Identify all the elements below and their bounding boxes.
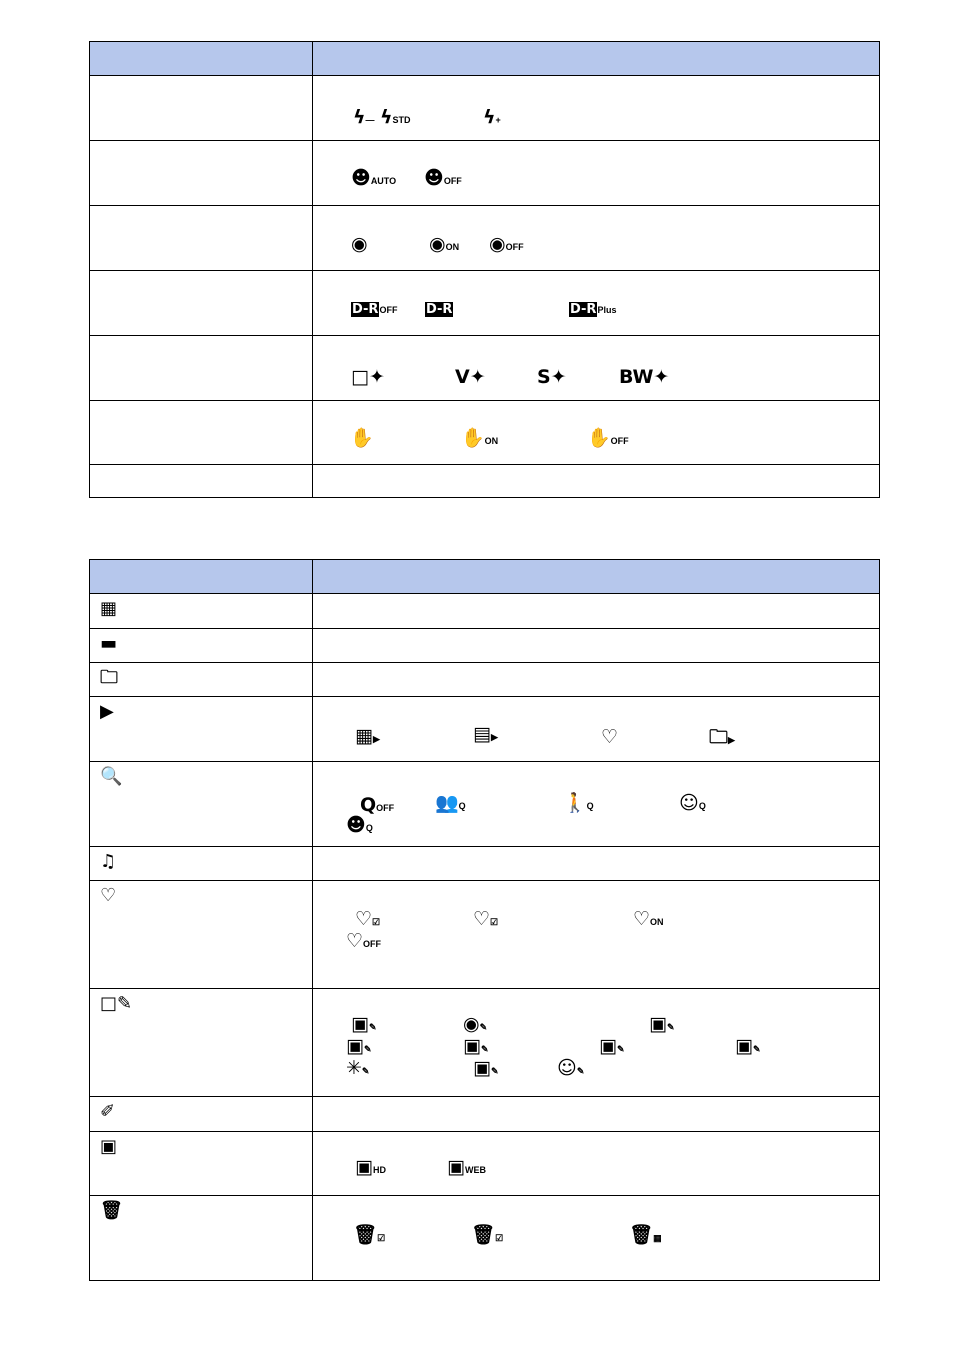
- table-row: [90, 1132, 880, 1196]
- red-eye-auto-icon: ◉: [351, 233, 368, 255]
- calendar-view-icon: ▦: [100, 598, 118, 619]
- table-row: [90, 271, 880, 336]
- item-cell: [90, 847, 313, 881]
- retouch-red-eye-icon: ◉✎: [463, 1013, 488, 1035]
- dro-plus-icon: D-RPlus: [570, 302, 617, 317]
- table-row: [90, 663, 880, 697]
- item-cell: [90, 401, 313, 465]
- item-cell: [90, 271, 313, 336]
- header-description-cell: [313, 42, 880, 76]
- viewing-menu-table: [89, 559, 880, 1281]
- favorites-icon: ♡: [100, 885, 117, 906]
- retouch-face-icon: ▣✎: [599, 1035, 625, 1057]
- header-description-cell: [313, 560, 880, 594]
- favorites-add-icon: ♡☑: [355, 908, 381, 930]
- item-cell: [90, 76, 313, 141]
- item-cell: [90, 336, 313, 401]
- table-row: [90, 141, 880, 206]
- search-baby-icon: ☺Q: [679, 792, 706, 814]
- steadyshot-off-icon: ✋OFF: [587, 427, 629, 449]
- red-eye-on-icon: ◉ON: [429, 233, 460, 255]
- view-mode-icon: ▶: [100, 701, 114, 722]
- favorites-play-icon: ♡: [601, 726, 619, 748]
- dro-standard-icon: D-R: [426, 302, 453, 317]
- retouch-fisheye-icon: ▣✎: [473, 1057, 499, 1079]
- retouch-cross-filter-icon: ✳✎: [346, 1057, 370, 1079]
- item-cell: [90, 762, 313, 847]
- search-off-icon: QOFF: [360, 794, 395, 816]
- table-row: [90, 401, 880, 465]
- color-mode-normal-icon: □✦: [351, 366, 385, 388]
- description-cell: [313, 1132, 880, 1196]
- steadyshot-continuous-icon: ✋ON: [461, 427, 499, 449]
- description-cell: [313, 847, 880, 881]
- description-cell: [313, 762, 880, 847]
- event-view-icon: ▬: [100, 633, 118, 654]
- favorites-on-icon: ♡ON: [633, 908, 664, 930]
- item-cell: [90, 697, 313, 762]
- header-item-cell: [90, 560, 313, 594]
- delete-multiple-icon: 🗑☑: [471, 1224, 504, 1246]
- search-smile-icon: ☻Q: [346, 814, 373, 836]
- flash-plus-icon: ϟ+: [483, 106, 501, 128]
- description-cell: [313, 594, 880, 629]
- item-cell: [90, 206, 313, 271]
- table-row: [90, 697, 880, 762]
- table-row: [90, 881, 880, 989]
- table-row: [90, 336, 880, 401]
- description-cell: [313, 881, 880, 989]
- color-mode-vivid-icon: V✦: [455, 366, 486, 388]
- table-row: [90, 629, 880, 663]
- retouch-distortion-icon: ▣✎: [735, 1035, 761, 1057]
- table-row: [90, 989, 880, 1097]
- paint-icon: ✐: [100, 1101, 116, 1122]
- favorites-off-icon: ♡OFF: [346, 930, 382, 952]
- description-cell: [313, 663, 880, 697]
- description-cell: [313, 206, 880, 271]
- color-mode-sepia-icon: S✦: [537, 366, 567, 388]
- description-cell: [313, 1097, 880, 1132]
- item-cell: [90, 1097, 313, 1132]
- table-row: [90, 762, 880, 847]
- header-item-cell: [90, 42, 313, 76]
- search-icon: 🔍: [100, 766, 123, 787]
- search-people-icon: 👥Q: [435, 792, 466, 814]
- retouch-icon: □✎: [100, 993, 133, 1014]
- item-cell: [90, 465, 313, 498]
- flash-minus-icon: ϟ—: [353, 106, 375, 128]
- smile-shutter-auto-icon: ☻AUTO: [351, 167, 397, 189]
- item-cell: [90, 594, 313, 629]
- upload-icon: ▣: [100, 1136, 118, 1157]
- slideshow-music-icon: ♫: [100, 851, 117, 872]
- retouch-soft-focus-icon: ▣✎: [463, 1035, 489, 1057]
- folder-view-icon: 🗀: [100, 667, 118, 688]
- delete-all-icon: 🗑▦: [629, 1224, 662, 1246]
- red-eye-off-icon: ◉OFF: [489, 233, 524, 255]
- description-cell: [313, 629, 880, 663]
- item-cell: [90, 989, 313, 1097]
- description-cell: [313, 336, 880, 401]
- dro-off-icon: D-ROFF: [352, 302, 398, 317]
- delete-single-icon: 🗑☑: [353, 1224, 386, 1246]
- description-cell: [313, 401, 880, 465]
- table-row: [90, 76, 880, 141]
- table-row: [90, 1097, 880, 1132]
- item-cell: [90, 663, 313, 697]
- table-header: [90, 42, 880, 76]
- date-view-play-icon: ▦▶: [355, 725, 380, 747]
- shooting-menu-table: [89, 41, 880, 498]
- description-cell: [313, 989, 880, 1097]
- steadyshot-shooting-icon: ✋: [350, 427, 374, 449]
- item-cell: [90, 1196, 313, 1281]
- item-cell: [90, 1132, 313, 1196]
- retouch-portrait-icon: ▣✎: [649, 1013, 675, 1035]
- table-row: [90, 465, 880, 498]
- description-cell: [313, 76, 880, 141]
- description-cell: [313, 271, 880, 336]
- item-cell: [90, 629, 313, 663]
- retouch-soft-skin-icon: ▣✎: [346, 1035, 372, 1057]
- table-row: [90, 206, 880, 271]
- item-cell: [90, 141, 313, 206]
- description-cell: [313, 465, 880, 498]
- table-row: [90, 594, 880, 629]
- upload-web-icon: ▣WEB: [447, 1156, 486, 1178]
- description-cell: [313, 141, 880, 206]
- delete-icon: 🗑: [100, 1200, 123, 1221]
- item-cell: [90, 881, 313, 989]
- description-cell: [313, 1196, 880, 1281]
- favorites-multiple-icon: ♡☑: [473, 908, 499, 930]
- upload-hd-icon: ▣HD: [355, 1156, 386, 1178]
- smile-shutter-off-icon: ☻OFF: [424, 167, 462, 189]
- color-mode-bw-icon: BW✦: [619, 366, 670, 388]
- event-view-play-icon: ▤▶: [473, 723, 498, 745]
- search-child-icon: 🚶Q: [563, 792, 594, 814]
- description-cell: [313, 697, 880, 762]
- table-row: [90, 1196, 880, 1281]
- retouch-trimming-icon: ▣✎: [351, 1013, 377, 1035]
- table-header: [90, 560, 880, 594]
- flash-standard-icon: ϟSTD: [380, 106, 411, 128]
- folder-view-play-icon: 🗀▶: [709, 726, 735, 748]
- retouch-happy-face-icon: ☺✎: [557, 1057, 585, 1079]
- table-row: [90, 847, 880, 881]
